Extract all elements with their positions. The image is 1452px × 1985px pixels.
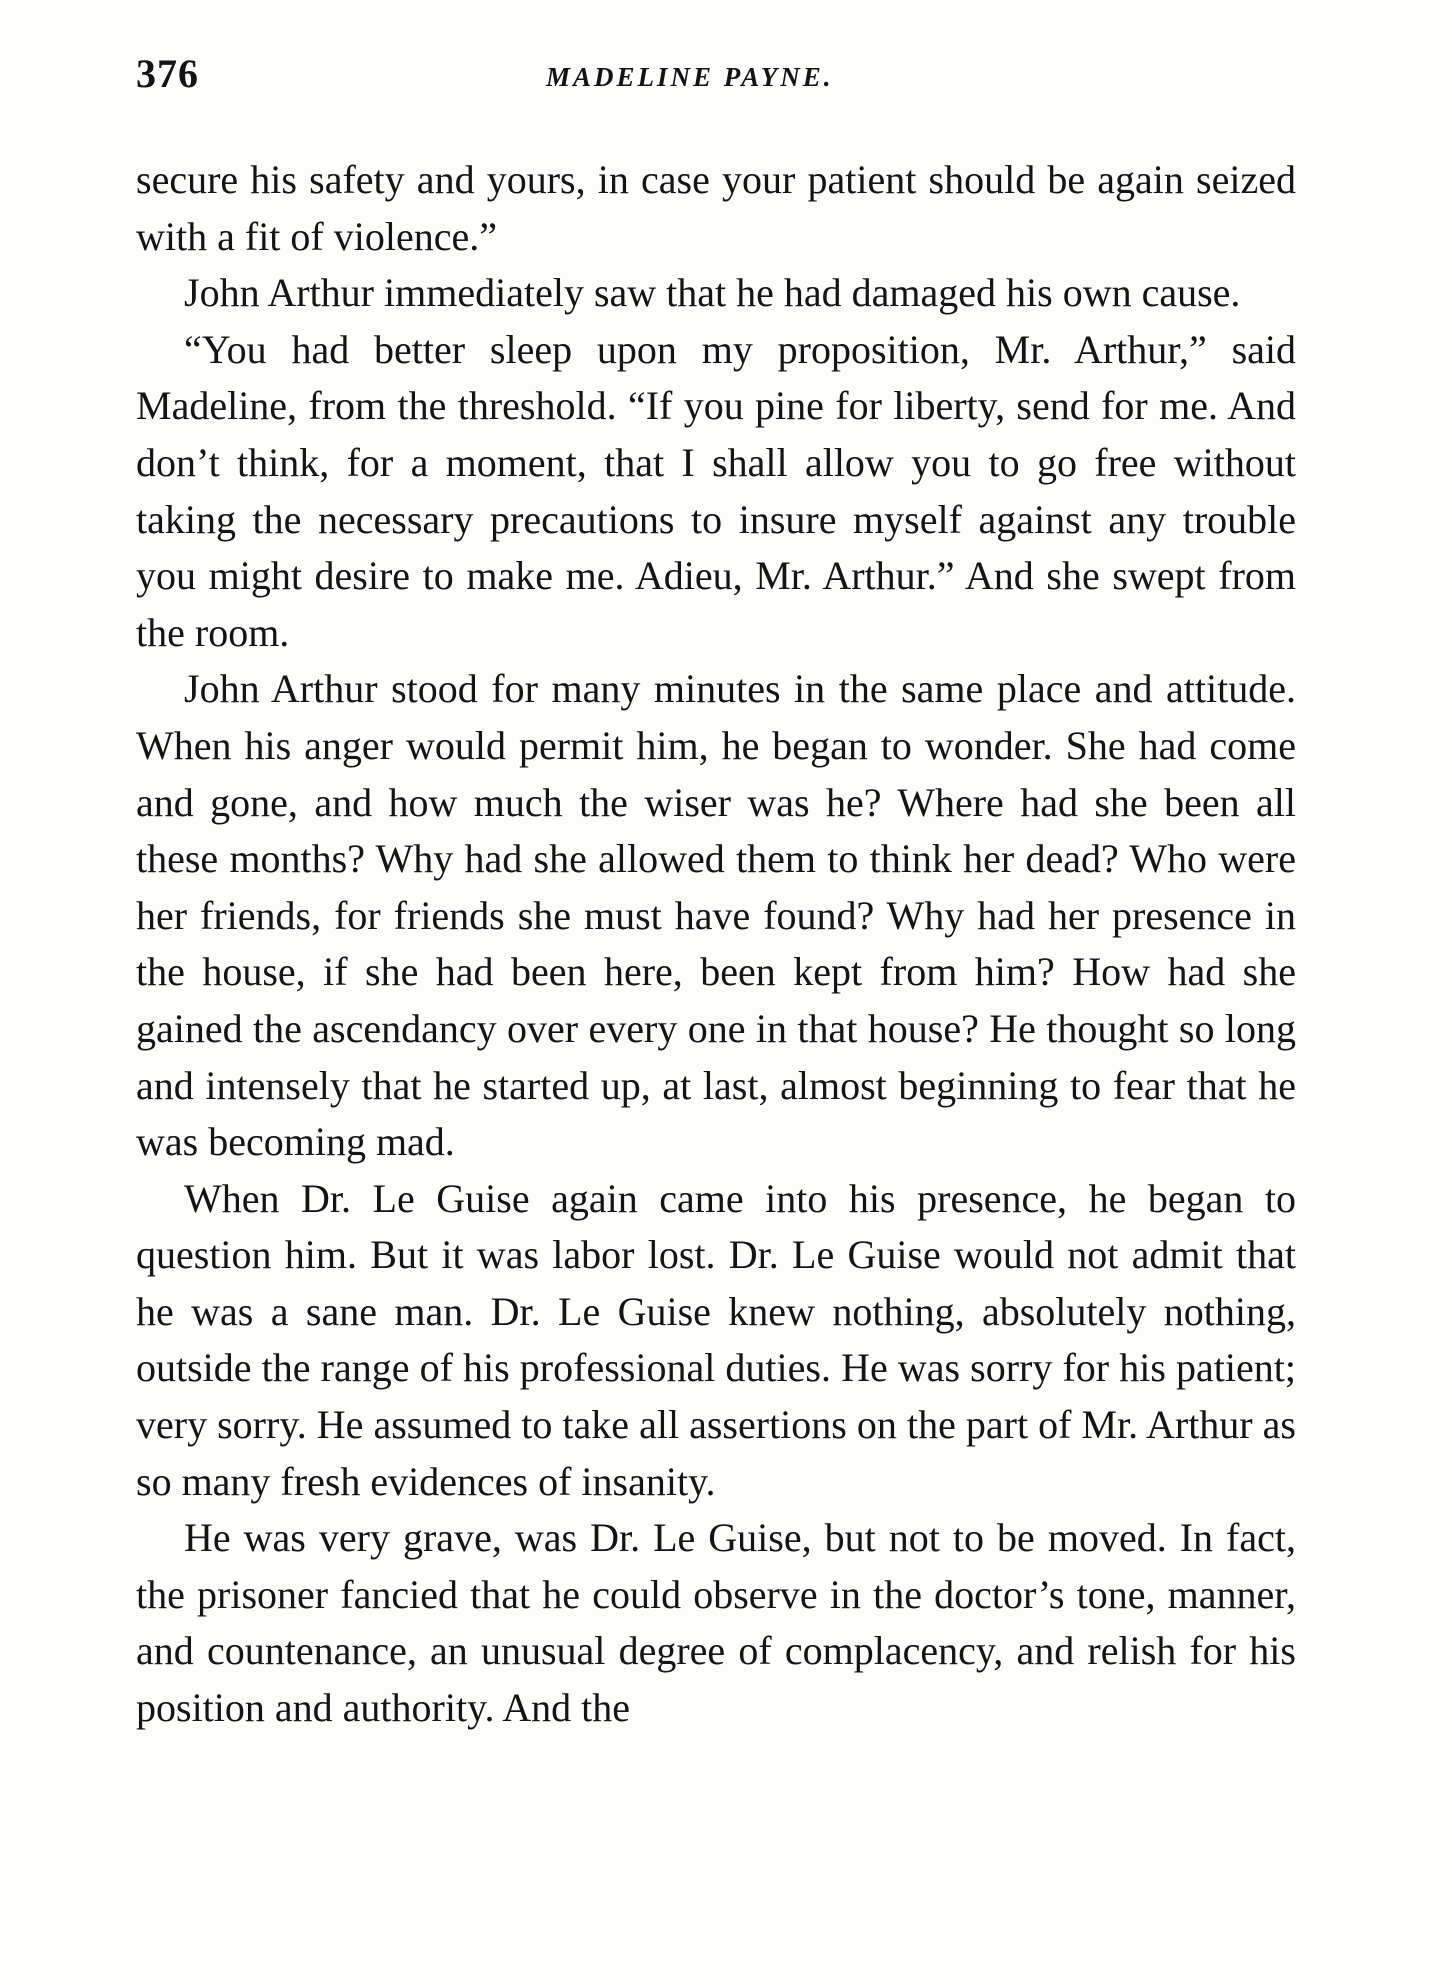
page-number: 376 — [136, 51, 199, 96]
paragraph: He was very grave, was Dr. Le Guise, but not to be moved. In fact, the prisoner fancied that he could observe in the doctor’s tone, manner, and countenance, an unusual degree of complacency, and relish for his position and authority. And the — [136, 1515, 1296, 1731]
paragraph: John Arthur immediately saw that he had damaged his own cause. — [184, 270, 1241, 316]
running-head: MADELINE PAYNE. — [546, 62, 834, 92]
paragraph: secure his safety and yours, in case your patient should be again seized with a fit of violence.” — [136, 157, 1296, 259]
paragraph: When Dr. Le Guise again came into his presence, he began to question him. But it was labor lost. Dr. Le Guise would not admit that he was a sane man. Dr. Le Guise knew nothing, absolutely nothing, outside the range of his professional duties. He was sorry for his patient; very sorry. He assumed to take all assertions on the part of Mr. Arthur as so many fresh evidences of insanity. — [136, 1175, 1296, 1504]
paragraph: “You had better sleep upon my proposition, Mr. Arthur,” said Madeline, from the threshold. “If you pine for liberty, send for me. And don’t think, for a moment, that I shall allow you to go free without taking the necessary precautions to insure myself against any trouble you might desire to make me. Adieu, Mr. Arthur.” And she swept from the room. — [136, 326, 1296, 655]
body-text — [136, 152, 1296, 1737]
page-header — [136, 50, 1296, 100]
paragraph: John Arthur stood for many minutes in the same place and attitude. When his anger would permit him, he began to wonder. She had come and gone, and how much the wiser was he? Where had she been all these months? Why had she allowed them to think her dead? Who were her friends, for friends she must have found? Why had her presence in the house, if she had been here, been kept from him? How had she gained the ascendancy over every one in that house? He thought so long and intensely that he started up, at last, almost beginning to fear that he was becoming mad. — [136, 666, 1296, 1165]
